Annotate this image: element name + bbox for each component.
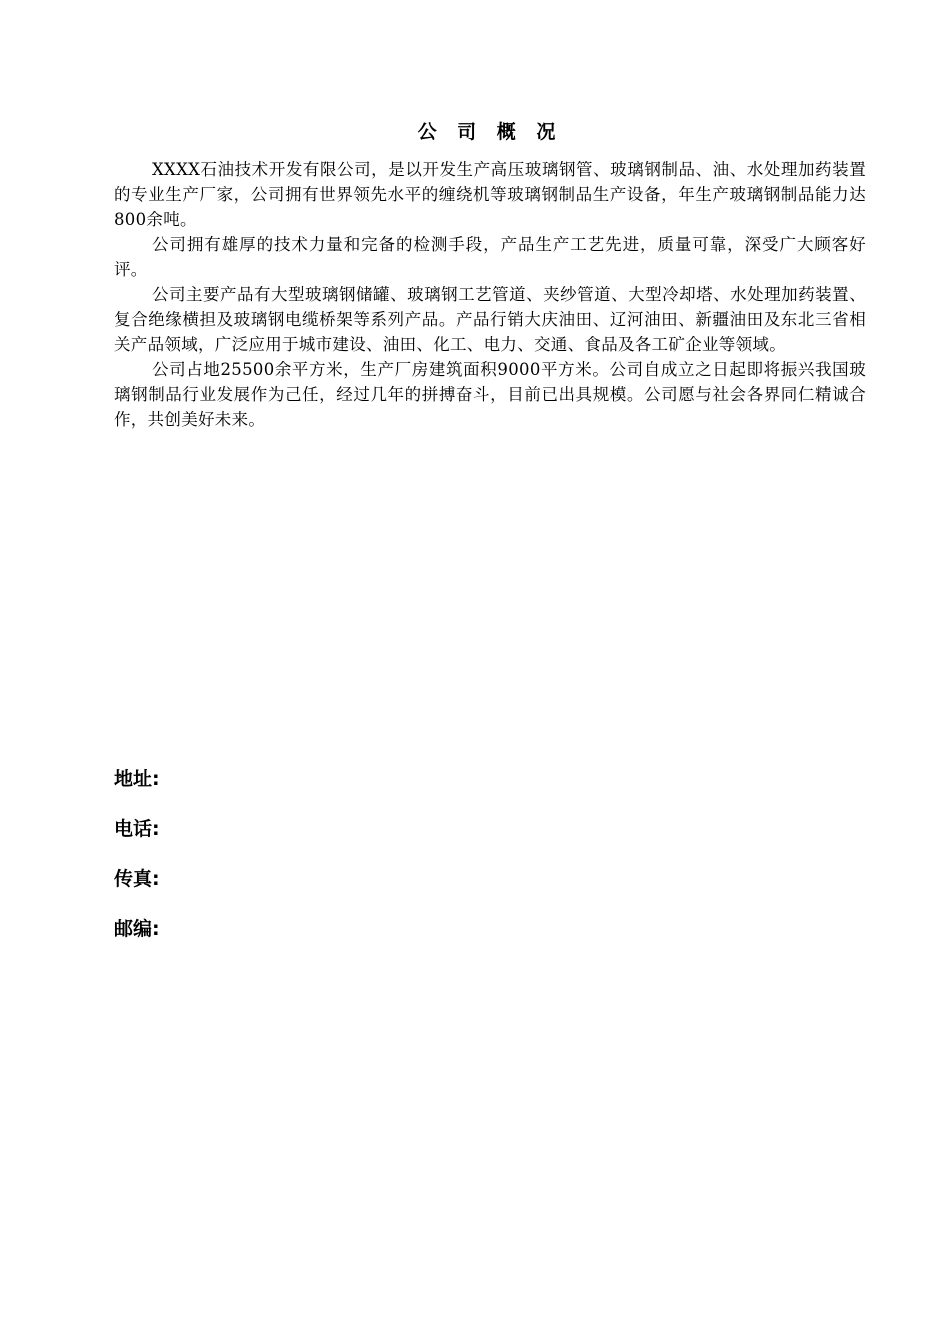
phone-label: 电话: xyxy=(114,818,160,840)
fax-label: 传真: xyxy=(114,868,160,890)
postcode-label: 邮编: xyxy=(114,918,160,940)
contact-info xyxy=(114,765,514,965)
address-label: 地址: xyxy=(114,768,160,790)
paragraph-products: 公司主要产品有大型玻璃钢储罐、玻璃钢工艺管道、夹纱管道、大型冷却塔、水处理加药装置、复合绝缘横担及玻璃钢电缆桥架等系列产品。产品行销大庆油田、辽河油田、新疆油田及东北三省相关产品领域，广泛应用于城市建设、油田、化工、电力、交通、食品及各工矿企业等领域。 xyxy=(114,285,866,354)
paragraph-intro: XXXX石油技术开发有限公司，是以开发生产高压玻璃钢管、玻璃钢制品、油、水处理加药装置的专业生产厂家，公司拥有世界领先水平的缠绕机等玻璃钢制品生产设备，年生产玻璃钢制品能力达800余吨。 xyxy=(114,160,866,229)
paragraph-facilities: 公司占地25500余平方米，生产厂房建筑面积9000平方米。公司自成立之日起即将振兴我国玻璃钢制品行业发展作为己任，经过几年的拼搏奋斗，目前已出具规模。公司愿与社会各界同仁精诚合作，共创美好未来。 xyxy=(114,360,866,429)
page-title: 公 司 概 况 xyxy=(417,121,563,143)
company-overview-body xyxy=(114,157,866,432)
paragraph-technology: 公司拥有雄厚的技术力量和完备的检测手段，产品生产工艺先进，质量可靠，深受广大顾客好评。 xyxy=(114,235,866,279)
